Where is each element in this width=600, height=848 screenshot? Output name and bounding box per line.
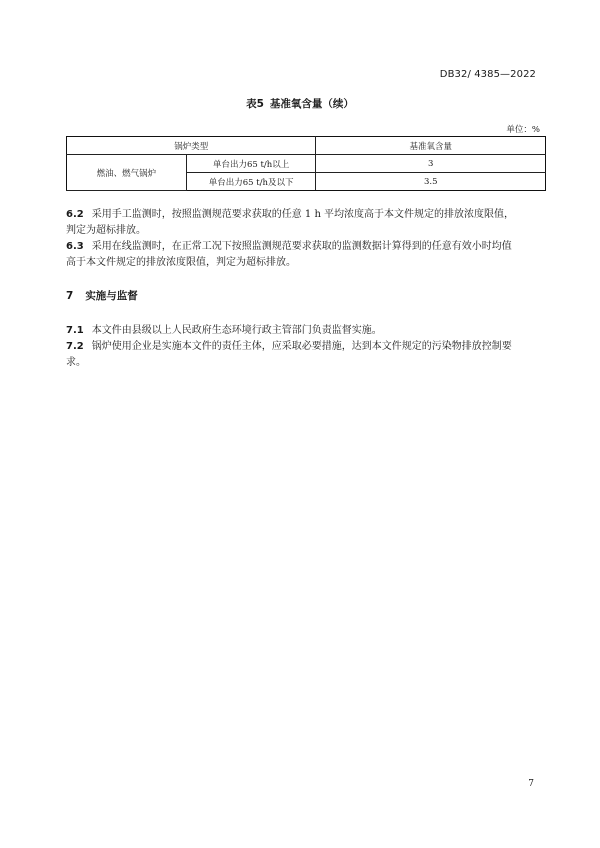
clause-text: 本文件由县级以上人民政府生态环境行政主管部门负责监督实施。 bbox=[91, 325, 382, 336]
table-number: 表5 bbox=[246, 98, 264, 110]
oxygen-content-table bbox=[66, 136, 546, 191]
clause-number: 7.2 bbox=[66, 341, 84, 352]
clause-number: 6.2 bbox=[66, 209, 84, 220]
clause-text-cont: 求。 bbox=[66, 357, 86, 368]
row-condition: 单台出力65 t/h及以下 bbox=[186, 173, 316, 191]
clause-6-2 bbox=[66, 207, 548, 239]
row-value: 3.5 bbox=[316, 173, 546, 191]
clause-text: 采用手工监测时，按照监测规范要求获取的任意 1 h 平均浓度高于本文件规定的排放浓度限值， bbox=[91, 209, 515, 220]
clause-text: 采用在线监测时，在正常工况下按照监测规范要求获取的监测数据计算得到的任意有效小时均值 bbox=[91, 241, 512, 252]
section-title: 实施与监督 bbox=[85, 290, 138, 302]
clause-text-cont: 高于本文件规定的排放浓度限值，判定为超标排放。 bbox=[66, 257, 296, 268]
row-value: 3 bbox=[316, 155, 546, 173]
table-unit: 单位：% bbox=[506, 125, 540, 135]
clause-number: 6.3 bbox=[66, 241, 84, 252]
section-heading bbox=[66, 288, 138, 303]
table-row bbox=[67, 155, 546, 173]
boiler-group-label: 燃油、燃气锅炉 bbox=[67, 155, 187, 191]
clause-text-cont: 判定为超标排放。 bbox=[66, 225, 146, 236]
clause-7-2 bbox=[66, 339, 548, 371]
table-header-row bbox=[67, 137, 546, 155]
clause-7-1 bbox=[66, 323, 548, 339]
header-oxygen-content: 基准氧含量 bbox=[316, 137, 546, 155]
header-boiler-type: 锅炉类型 bbox=[67, 137, 316, 155]
section-number: 7 bbox=[66, 290, 74, 302]
table-title: 基准氧含量（续） bbox=[269, 98, 354, 110]
page-number: 7 bbox=[528, 779, 534, 789]
row-condition: 单台出力65 t/h以上 bbox=[186, 155, 316, 173]
document-code: DB32/ 4385—2022 bbox=[439, 69, 536, 80]
table-caption bbox=[0, 96, 600, 111]
clause-6-3 bbox=[66, 239, 548, 271]
clause-number: 7.1 bbox=[66, 325, 84, 336]
clause-text: 锅炉使用企业是实施本文件的责任主体，应采取必要措施，达到本文件规定的污染物排放控制要 bbox=[91, 341, 512, 352]
